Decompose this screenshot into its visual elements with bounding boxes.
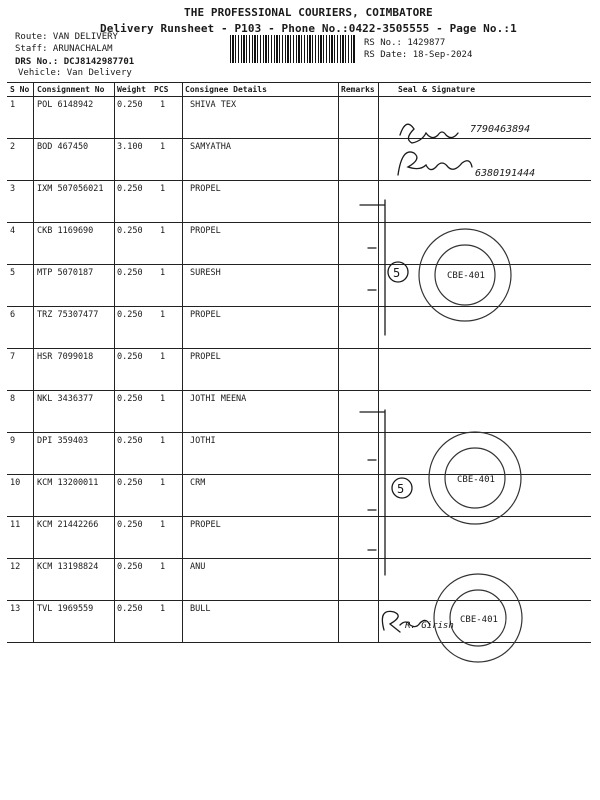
rs-date: RS Date: 18-Sep-2024	[364, 50, 473, 60]
col-consignee: Consignee Details	[185, 85, 267, 94]
col-consignment: Consignment No	[37, 85, 105, 94]
row-consignee: PROPEL	[190, 352, 221, 362]
runsheet-title: Delivery Runsheet - P103 - Phone No.:0422-3505555 - Page No.:1	[100, 22, 517, 35]
row-weight: 0.250	[117, 478, 143, 488]
row-consignee: JOTHI MEENA	[190, 394, 247, 404]
propel-stamp-2-code: CBE-401	[457, 475, 495, 485]
row-pcs: 1	[160, 142, 166, 152]
row-sno: 8	[10, 394, 16, 404]
signature-2	[398, 152, 472, 175]
row-consignee: BULL	[190, 604, 211, 614]
row-sno: 6	[10, 310, 16, 320]
row-consignee: JOTHI	[190, 436, 216, 446]
circled-five-2-text: 5	[397, 482, 405, 496]
row-pcs: 1	[160, 562, 166, 572]
remarks-mark-2	[360, 410, 385, 575]
sig2-number: 6380191444	[475, 168, 536, 179]
row-consignment: CKB 1169690	[37, 226, 94, 236]
row-consignee: PROPEL	[190, 520, 221, 530]
row-sno: 4	[10, 226, 16, 236]
row-pcs: 1	[160, 352, 166, 362]
row-consignee: SHIVA TEX	[190, 100, 237, 110]
row-sno: 2	[10, 142, 16, 152]
staff-label: Staff: ARUNACHALAM	[15, 44, 113, 54]
row-consignment: KCM 21442266	[37, 520, 99, 530]
row-consignee: PROPEL	[190, 310, 221, 320]
row-consignment: KCM 13198824	[37, 562, 99, 572]
row-sno: 12	[10, 562, 21, 572]
row-pcs: 1	[160, 226, 166, 236]
row-pcs: 1	[160, 268, 166, 278]
col-pcs: PCS	[154, 85, 169, 94]
row-consignment: IXM 507056021	[37, 184, 104, 194]
row-consignment: HSR 7099018	[37, 352, 94, 362]
remarks-mark-1	[360, 200, 385, 335]
row-weight: 3.100	[117, 142, 143, 152]
row-consignee: ANU	[190, 562, 206, 572]
row-sno: 3	[10, 184, 16, 194]
row-pcs: 1	[160, 100, 166, 110]
row-consignment: NKL 3436377	[37, 394, 94, 404]
row-consignment: KCM 13200011	[37, 478, 99, 488]
row-pcs: 1	[160, 310, 166, 320]
drs-number: DRS No.: DCJ8142987701	[15, 57, 135, 67]
row-sno: 7	[10, 352, 16, 362]
row-weight: 0.250	[117, 436, 143, 446]
signature-1	[400, 124, 458, 143]
row-pcs: 1	[160, 394, 166, 404]
row-pcs: 1	[160, 520, 166, 530]
row-weight: 0.250	[117, 184, 143, 194]
row-consignment: TRZ 75307477	[37, 310, 99, 320]
row-pcs: 1	[160, 604, 166, 614]
route-label: Route: VAN DELIVERY	[15, 32, 118, 42]
row-weight: 0.250	[117, 520, 143, 530]
sig1-number: 7790463894	[470, 124, 531, 135]
bull-stamp-code: CBE-401	[460, 615, 498, 625]
row-pcs: 1	[160, 436, 166, 446]
row-consignment: MTP 5070187	[37, 268, 94, 278]
col-weight: Weight	[117, 85, 146, 94]
row-sno: 10	[10, 478, 21, 488]
row-consignee: SURESH	[190, 268, 221, 278]
row-consignee: CRM	[190, 478, 206, 488]
row-weight: 0.250	[117, 394, 143, 404]
row-consignment: TVL 1969559	[37, 604, 94, 614]
row-pcs: 1	[160, 184, 166, 194]
company-title: THE PROFESSIONAL COURIERS, COIMBATORE	[184, 6, 433, 19]
row-weight: 0.250	[117, 352, 143, 362]
row-consignment: POL 6148942	[37, 100, 94, 110]
row-consignee: PROPEL	[190, 184, 221, 194]
col-sno: S No	[10, 85, 30, 94]
row-sno: 13	[10, 604, 21, 614]
row-weight: 0.250	[117, 226, 143, 236]
row-weight: 0.250	[117, 100, 143, 110]
row-consignment: BOD 467450	[37, 142, 89, 152]
row-consignee: SAMYATHA	[190, 142, 231, 152]
row-weight: 0.250	[117, 310, 143, 320]
row-consignment: DPI 359403	[37, 436, 89, 446]
row-sno: 1	[10, 100, 16, 110]
row-sno: 9	[10, 436, 16, 446]
propel-stamp-code: CBE-401	[447, 271, 485, 281]
col-remarks: Remarks	[341, 85, 375, 94]
col-seal: Seal & Signature	[398, 85, 476, 94]
sig13-text: R. Girish	[405, 621, 454, 631]
row-consignee: PROPEL	[190, 226, 221, 236]
row-sno: 11	[10, 520, 21, 530]
row-weight: 0.250	[117, 268, 143, 278]
row-weight: 0.250	[117, 604, 143, 614]
row-weight: 0.250	[117, 562, 143, 572]
row-sno: 5	[10, 268, 16, 278]
circled-five-1-text: 5	[393, 266, 401, 280]
row-pcs: 1	[160, 478, 166, 488]
rs-number: RS No.: 1429877	[364, 38, 446, 48]
vehicle-label: Vehicle: Van Delivery	[18, 68, 132, 78]
